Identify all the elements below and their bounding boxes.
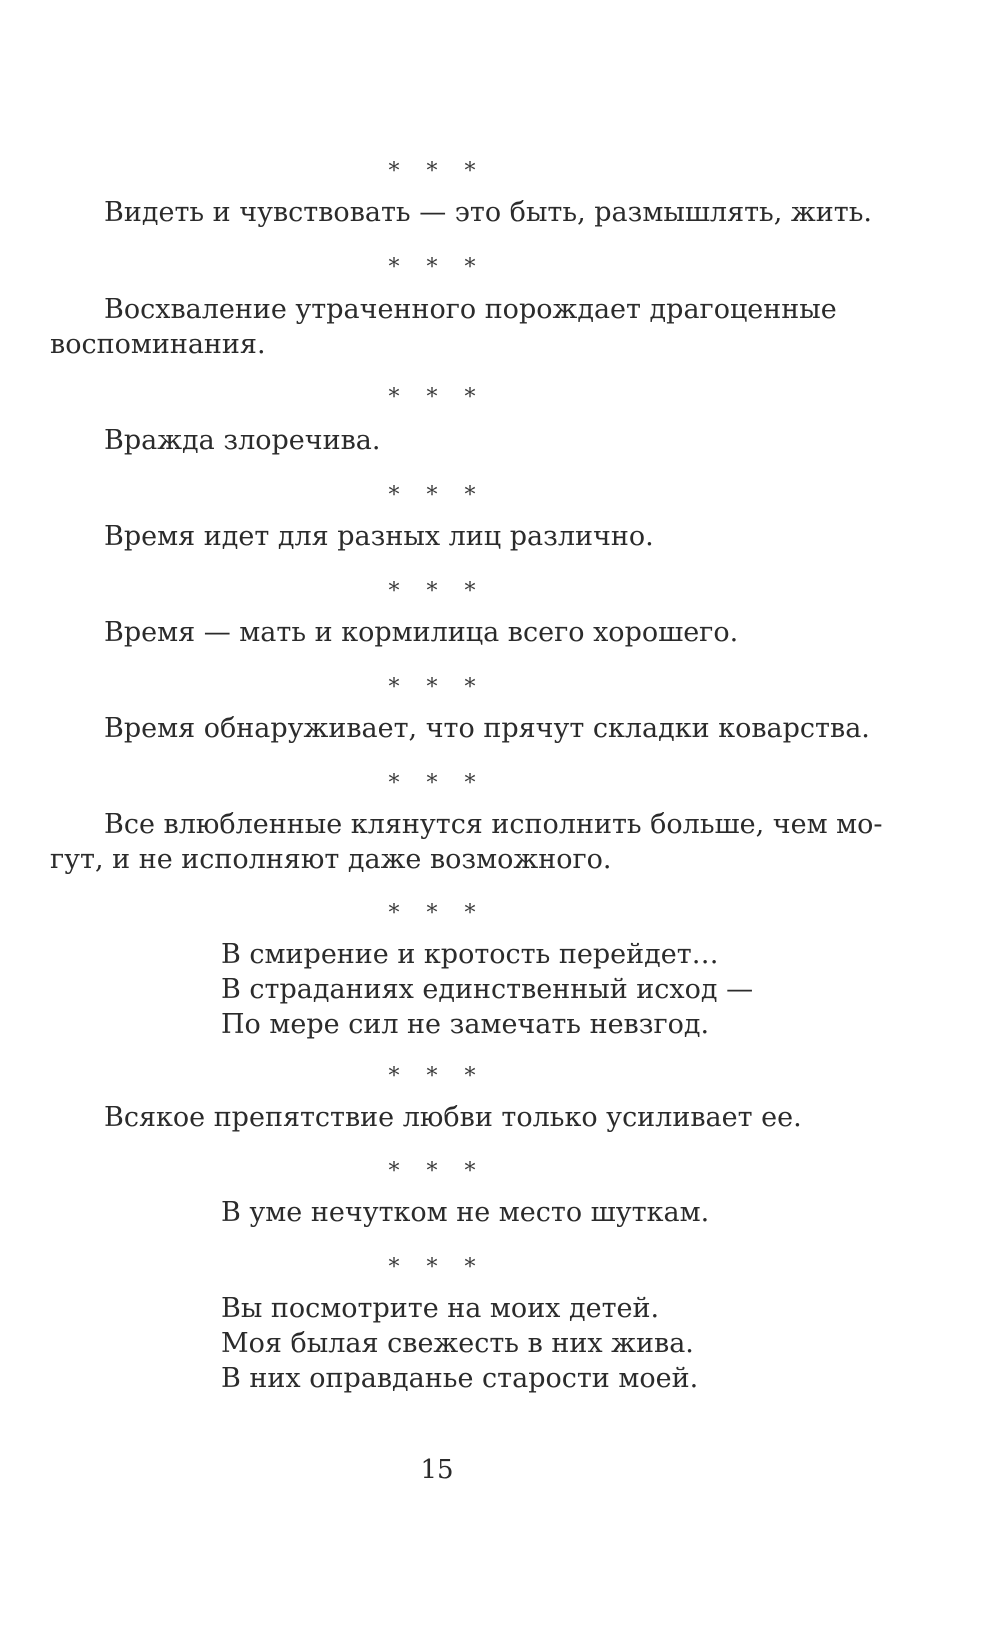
verse-line: В страданиях единственный исход — — [221, 974, 754, 1005]
section-separator: * * * — [388, 901, 486, 926]
section-separator: * * * — [388, 771, 486, 796]
aphorism-line: Время — мать и кормилица всего хорошего. — [104, 617, 739, 648]
aphorism-line: воспоминания. — [50, 329, 266, 360]
aphorism-line: Время идет для разных лиц различно. — [104, 521, 654, 552]
verse-line: Вы посмотрите на моих детей. — [221, 1293, 660, 1324]
aphorism-line: Время обнаруживает, что прячут складки коварства. — [104, 713, 870, 744]
verse-line: В них оправданье старости моей. — [221, 1363, 699, 1394]
section-separator: * * * — [388, 675, 486, 700]
page-number: 15 — [420, 1455, 454, 1485]
verse-line: В уме нечутком не место шуткам. — [221, 1197, 710, 1228]
aphorism-line: Восхваление утраченного порождает драгоценные — [104, 294, 837, 325]
aphorism-line: Всякое препятствие любви только усиливает ее. — [104, 1102, 802, 1133]
verse-line: В смирение и кротость перейдет… — [221, 939, 719, 970]
verse-line: По мере сил не замечать невзгод. — [221, 1009, 710, 1040]
section-separator: * * * — [388, 579, 486, 604]
aphorism-line: Все влюбленные клянутся исполнить больше, чем мо- — [104, 809, 883, 840]
section-separator: * * * — [388, 255, 486, 280]
section-separator: * * * — [388, 1064, 486, 1089]
aphorism-line: Вражда злоречива. — [104, 425, 381, 456]
aphorism-line: гут, и не исполняют даже возможного. — [50, 844, 612, 875]
section-separator: * * * — [388, 385, 486, 410]
section-separator: * * * — [388, 1255, 486, 1280]
section-separator: * * * — [388, 159, 486, 184]
aphorism-line: Видеть и чувствовать — это быть, размышлять, жить. — [104, 197, 872, 228]
section-separator: * * * — [388, 483, 486, 508]
section-separator: * * * — [388, 1159, 486, 1184]
verse-line: Моя былая свежесть в них жива. — [221, 1328, 694, 1359]
